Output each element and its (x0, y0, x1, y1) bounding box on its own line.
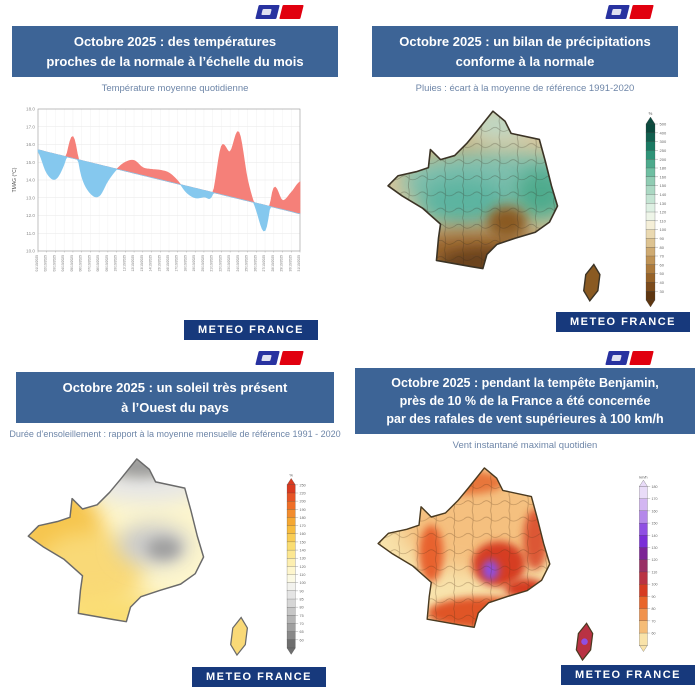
france-flag-icon (257, 5, 302, 19)
svg-text:16/10/2025: 16/10/2025 (166, 255, 170, 272)
flag-blue-part (605, 5, 629, 19)
france-map-svg (382, 100, 614, 312)
svg-text:01/10/2025: 01/10/2025 (35, 255, 39, 272)
svg-text:11.0: 11.0 (26, 230, 35, 236)
svg-text:%: % (648, 111, 653, 116)
svg-text:120: 120 (651, 558, 658, 563)
svg-text:80: 80 (651, 607, 656, 612)
svg-text:60: 60 (651, 631, 656, 636)
svg-text:100: 100 (299, 581, 306, 586)
wind-colorbar (630, 472, 674, 657)
svg-text:120: 120 (659, 209, 667, 215)
sunshine-map (22, 448, 262, 666)
flag-blue-part (255, 5, 279, 19)
svg-text:14.0: 14.0 (26, 177, 35, 183)
flag-red-part (279, 351, 303, 365)
svg-text:220: 220 (299, 491, 306, 496)
svg-text:18.0: 18.0 (26, 106, 35, 112)
flag-blue-part (255, 351, 279, 365)
svg-text:60: 60 (659, 262, 664, 268)
svg-text:60: 60 (299, 638, 304, 643)
svg-text:70: 70 (651, 619, 656, 624)
svg-text:180: 180 (659, 165, 667, 171)
svg-text:27/10/2025: 27/10/2025 (262, 255, 267, 272)
france-flag-icon (257, 351, 302, 365)
svg-text:200: 200 (299, 499, 306, 504)
panel-precipitation (350, 0, 700, 346)
svg-text:300: 300 (659, 139, 667, 145)
corsica-purple-spot (581, 638, 588, 645)
svg-text:07/10/2025: 07/10/2025 (87, 255, 92, 272)
svg-text:140: 140 (659, 192, 667, 197)
svg-text:05/10/2025: 05/10/2025 (69, 255, 74, 272)
svg-text:17.0: 17.0 (26, 124, 35, 130)
panel-subtitle-precipitation: Pluies : écart à la moyenne de référence 1991-2020 (415, 83, 635, 94)
temperature-anomaly-chart (8, 98, 310, 298)
svg-text:160: 160 (299, 532, 306, 537)
svg-text:250: 250 (299, 483, 306, 488)
department-borders (382, 105, 614, 307)
corsica (584, 265, 600, 301)
svg-text:80: 80 (299, 605, 304, 610)
svg-text:250: 250 (659, 148, 667, 153)
svg-text:%: % (289, 472, 293, 478)
svg-text:100: 100 (651, 582, 658, 587)
svg-text:30: 30 (659, 288, 664, 294)
svg-text:130: 130 (651, 545, 658, 550)
svg-text:50: 50 (659, 271, 664, 277)
svg-text:12/10/2025: 12/10/2025 (131, 255, 136, 272)
svg-text:110: 110 (659, 218, 666, 224)
svg-text:13.0: 13.0 (26, 195, 35, 201)
title-line: conforme à la normale (455, 53, 595, 69)
svg-text:170: 170 (651, 497, 658, 502)
svg-text:100: 100 (659, 227, 667, 233)
svg-text:170: 170 (299, 524, 306, 529)
svg-text:24/10/2025: 24/10/2025 (235, 255, 240, 272)
svg-text:120: 120 (299, 564, 306, 569)
svg-text:85: 85 (299, 597, 304, 602)
svg-text:14/10/2025: 14/10/2025 (148, 255, 153, 272)
svg-text:17/10/2025: 17/10/2025 (174, 255, 179, 272)
svg-text:130: 130 (299, 556, 306, 561)
svg-text:40: 40 (659, 280, 664, 285)
wind-map (372, 458, 607, 670)
svg-text:180: 180 (299, 515, 306, 520)
svg-text:22/10/2025: 22/10/2025 (218, 255, 223, 272)
svg-text:13/10/2025: 13/10/2025 (139, 255, 144, 272)
svg-text:200: 200 (659, 156, 667, 162)
svg-text:10/10/2025: 10/10/2025 (113, 255, 118, 272)
svg-text:140: 140 (299, 548, 306, 553)
svg-text:26/10/2025: 26/10/2025 (253, 254, 258, 272)
title-line: Octobre 2025 : un soleil très présent (62, 380, 288, 395)
france-map-svg (372, 458, 607, 670)
svg-text:09/10/2025: 09/10/2025 (104, 255, 109, 272)
svg-text:02/10/2025: 02/10/2025 (43, 255, 48, 272)
svg-text:29/10/2025: 29/10/2025 (279, 255, 284, 272)
title-line: par des rafales de vent supérieures à 100 km/h (386, 412, 664, 427)
panel-subtitle-wind: Vent instantané maximal quotidien (452, 440, 598, 452)
precipitation-map (382, 100, 614, 312)
panel-temperature (0, 0, 350, 346)
svg-text:31/10/2025: 31/10/2025 (297, 255, 301, 272)
panel-wind (350, 346, 700, 693)
svg-text:18/10/2025: 18/10/2025 (183, 255, 188, 272)
title-line: proches de la normale à l’échelle du mois (46, 53, 304, 69)
title-line: à l’Ouest du pays (121, 399, 229, 415)
meteo-france-badge: METEO FRANCE (192, 667, 326, 687)
svg-text:06/10/2025: 06/10/2025 (78, 255, 83, 272)
meteo-france-badge: METEO FRANCE (556, 312, 690, 332)
svg-text:70: 70 (659, 253, 664, 259)
svg-text:150: 150 (299, 540, 306, 545)
svg-text:11/10/2025: 11/10/2025 (122, 255, 127, 272)
svg-text:21/10/2025: 21/10/2025 (209, 255, 214, 272)
panel-title-wind (355, 368, 695, 434)
svg-text:130: 130 (659, 200, 667, 206)
sunshine-colorbar (278, 470, 322, 660)
svg-text:04/10/2025: 04/10/2025 (61, 255, 66, 272)
title-line: Octobre 2025 : des températures (73, 34, 277, 49)
svg-text:160: 160 (651, 509, 658, 514)
svg-text:400: 400 (659, 130, 667, 136)
svg-text:140: 140 (651, 533, 658, 538)
precipitation-colorbar (638, 108, 682, 313)
france-map-svg (22, 448, 262, 666)
svg-text:75: 75 (299, 613, 304, 618)
svg-text:90: 90 (299, 589, 304, 594)
flag-red-part (629, 5, 653, 19)
svg-text:190: 190 (299, 507, 306, 512)
svg-text:19/10/2025: 19/10/2025 (192, 255, 197, 272)
france-flag-icon (607, 5, 652, 19)
panel-title-temperature (12, 26, 338, 77)
flag-red-part (279, 5, 303, 19)
title-line: Octobre 2025 : pendant la tempête Benjamin, (391, 376, 659, 390)
panel-sunshine (0, 346, 350, 693)
svg-text:10.0: 10.0 (26, 248, 35, 254)
panel-subtitle-temperature: Température moyenne quotidienne (101, 83, 249, 94)
svg-text:90: 90 (651, 594, 656, 599)
svg-text:110: 110 (299, 573, 306, 578)
title-line: Octobre 2025 : un bilan de précipitations (399, 34, 651, 49)
svg-text:15/10/2025: 15/10/2025 (157, 255, 162, 272)
svg-text:03/10/2025: 03/10/2025 (52, 255, 57, 272)
svg-text:180: 180 (651, 484, 658, 489)
svg-text:90: 90 (659, 236, 664, 241)
svg-text:160: 160 (659, 174, 667, 180)
department-borders (372, 462, 607, 666)
svg-text:15.0: 15.0 (26, 159, 35, 165)
svg-text:80: 80 (659, 244, 664, 250)
svg-text:TMAG (°C): TMAG (°C) (12, 167, 18, 193)
svg-text:08/10/2025: 08/10/2025 (96, 255, 101, 272)
svg-text:500: 500 (659, 121, 667, 127)
panel-subtitle-sunshine: Durée d’ensoleillement : rapport à la moyenne mensuelle de référence 1991 - 2020 (9, 429, 341, 439)
corsica (231, 618, 248, 656)
svg-text:28/10/2025: 28/10/2025 (270, 255, 275, 272)
svg-text:20/10/2025: 20/10/2025 (200, 255, 205, 272)
svg-text:70: 70 (299, 621, 304, 626)
panel-title-sunshine (16, 372, 334, 423)
meteo-france-badge: METEO FRANCE (561, 665, 695, 685)
svg-text:16.0: 16.0 (26, 142, 35, 148)
svg-text:150: 150 (651, 521, 658, 526)
svg-text:25/10/2025: 25/10/2025 (244, 255, 249, 272)
meteo-france-badge: METEO FRANCE (184, 320, 318, 340)
svg-text:30/10/2025: 30/10/2025 (288, 255, 293, 272)
svg-text:65: 65 (299, 630, 304, 635)
svg-text:110: 110 (651, 570, 658, 575)
flag-red-part (629, 351, 653, 365)
france-flag-icon (607, 351, 652, 365)
svg-text:12.0: 12.0 (26, 213, 35, 219)
svg-text:23/10/2025: 23/10/2025 (227, 255, 232, 272)
svg-text:km/h: km/h (639, 475, 648, 480)
panel-title-precipitation (372, 26, 678, 77)
title-line: près de 10 % de la France a été concernée (399, 394, 651, 409)
temperature-chart-svg (8, 98, 310, 298)
svg-text:150: 150 (659, 183, 667, 189)
flag-blue-part (605, 351, 629, 365)
